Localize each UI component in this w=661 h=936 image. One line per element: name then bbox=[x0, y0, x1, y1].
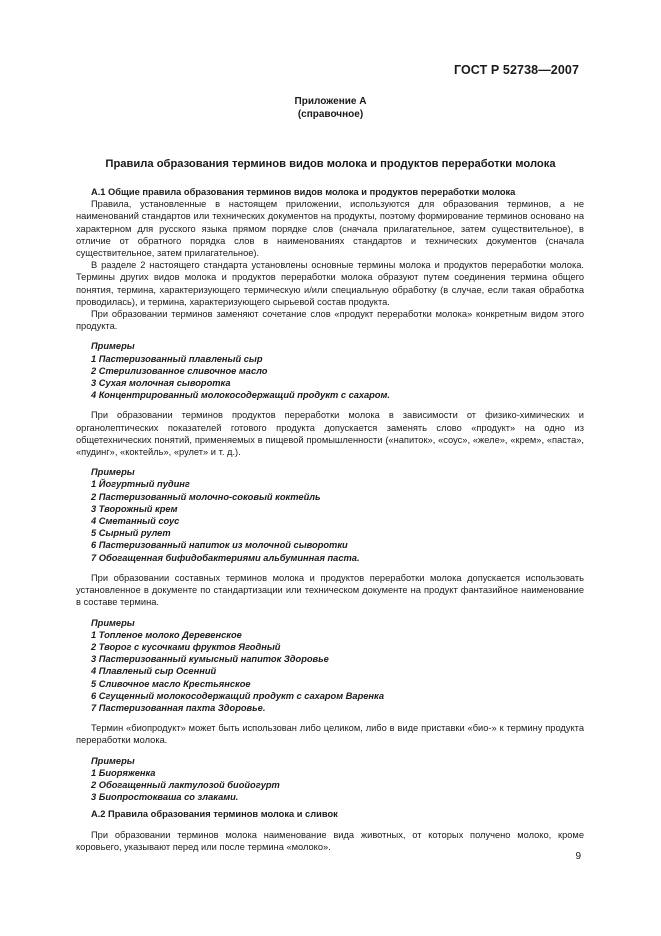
paragraph: Термин «биопродукт» может быть использован либо целиком, либо в виде приставки «био-» к термину продукта переработки молока. bbox=[76, 723, 584, 746]
list-item: 5 Сырный рулет bbox=[91, 528, 171, 539]
paragraph: При образовании терминов молока наименование вида животных, от которых получено молоко, кроме коровьего, указывают перед или после термина «молоко». bbox=[76, 829, 584, 852]
examples-heading: Примеры bbox=[91, 341, 135, 352]
paragraph: При образовании составных терминов молока и продуктов переработки молока допускается использовать установленное в документе по стандартизации или техническом документе на продукт фантазийное наименование в составе термина. bbox=[76, 572, 584, 608]
page-number: 9 bbox=[575, 851, 581, 862]
list-item: 4 Плавленый сыр Осенний bbox=[91, 666, 217, 677]
list-item: 1 Биоряженка bbox=[91, 767, 156, 778]
list-item: 1 Топленое молоко Деревенское bbox=[91, 629, 242, 640]
list-item: 4 Концентрированный молокосодержащий продукт с сахаром. bbox=[91, 390, 390, 401]
paragraph: При образовании терминов заменяют сочетание слов «продукт переработки молока» конкретным видом этого продукта. bbox=[76, 309, 584, 332]
list-item: 2 Творог с кусочками фруктов Ягодный bbox=[91, 641, 281, 652]
list-item: 2 Пастеризованный молочно-соковый коктейль bbox=[91, 491, 321, 502]
list-item: 3 Творожный крем bbox=[91, 503, 178, 514]
list-item: 1 Йогуртный пудинг bbox=[91, 479, 190, 490]
main-title: Правила образования терминов видов молока и продуктов переработки молока bbox=[105, 158, 556, 170]
list-item: 7 Обогащенная бифидобактериями альбуминная паста. bbox=[91, 552, 360, 563]
document-body bbox=[76, 186, 584, 853]
list-item: 7 Пастеризованная пахта Здоровье. bbox=[91, 702, 266, 713]
list-item: 2 Стерилизованное сливочное масло bbox=[91, 365, 268, 376]
paragraph: В разделе 2 настоящего стандарта установлены основные термины молока и продуктов переработки молока. Термины других видов молока и продуктов переработки молока образуют путем соединения термина общего понятия, термина, характеризующего термическую и/или специальную обработку (в случае, если такая обработка проводилась), и термина, характеризующего сырьевой состав продукта. bbox=[76, 260, 584, 307]
list-item: 3 Сухая молочная сыворотка bbox=[91, 378, 231, 389]
examples-list bbox=[76, 767, 584, 804]
list-item: 2 Обогащенный лактулозой биойогурт bbox=[91, 779, 280, 790]
section-a2-heading: А.2 Правила образования терминов молока и сливок bbox=[91, 809, 338, 820]
examples-heading: Примеры bbox=[91, 755, 135, 766]
list-item: 3 Биопростокваша со злаками. bbox=[91, 792, 239, 803]
list-item: 1 Пастеризованный плавленый сыр bbox=[91, 353, 263, 364]
list-item: 4 Сметанный соус bbox=[91, 516, 180, 527]
list-item: 6 Пастеризованный напиток из молочной сыворотки bbox=[91, 540, 348, 551]
list-item: 3 Пастеризованный кумысный напиток Здоровье bbox=[91, 654, 329, 665]
examples-list bbox=[76, 629, 584, 714]
paragraph: Правила, установленные в настоящем приложении, используются для образования терминов, а не наименований стандартов или технических документов на продукты, поэтому формирование терминов основано на характерном для русского языка прямом порядке слов (сначала прилагательное, затем существительное), в отличие от обратного порядка слов в наименованиях стандартов и технических документов (сначала существительное, затем прилагательное). bbox=[76, 199, 584, 259]
section-a1-heading: А.1 Общие правила образования терминов видов молока и продуктов переработки молока bbox=[91, 187, 516, 197]
paragraph: При образовании терминов продуктов переработки молока в зависимости от физико-химических и органолептических показателей готового продукта допускается заменять слово «продукт» на одно из общетехнических понятий, применяемых в пищевой промышленности («напиток», «соус», «желе», «крем», «паста», «пудинг», «коктейль», «рулет» и т. д.). bbox=[76, 410, 584, 458]
examples-list bbox=[76, 353, 584, 402]
list-item: 6 Сгущенный молокосодержащий продукт с сахаром Варенка bbox=[91, 690, 385, 701]
appendix-title: Приложение А bbox=[294, 96, 367, 107]
examples-heading: Примеры bbox=[91, 467, 135, 478]
examples-list bbox=[76, 478, 584, 563]
list-item: 5 Сливочное масло Крестьянское bbox=[91, 678, 251, 689]
appendix-subtitle: (справочное) bbox=[297, 109, 364, 120]
document-code: ГОСТ Р 52738—2007 bbox=[453, 63, 579, 77]
examples-heading: Примеры bbox=[91, 617, 135, 628]
